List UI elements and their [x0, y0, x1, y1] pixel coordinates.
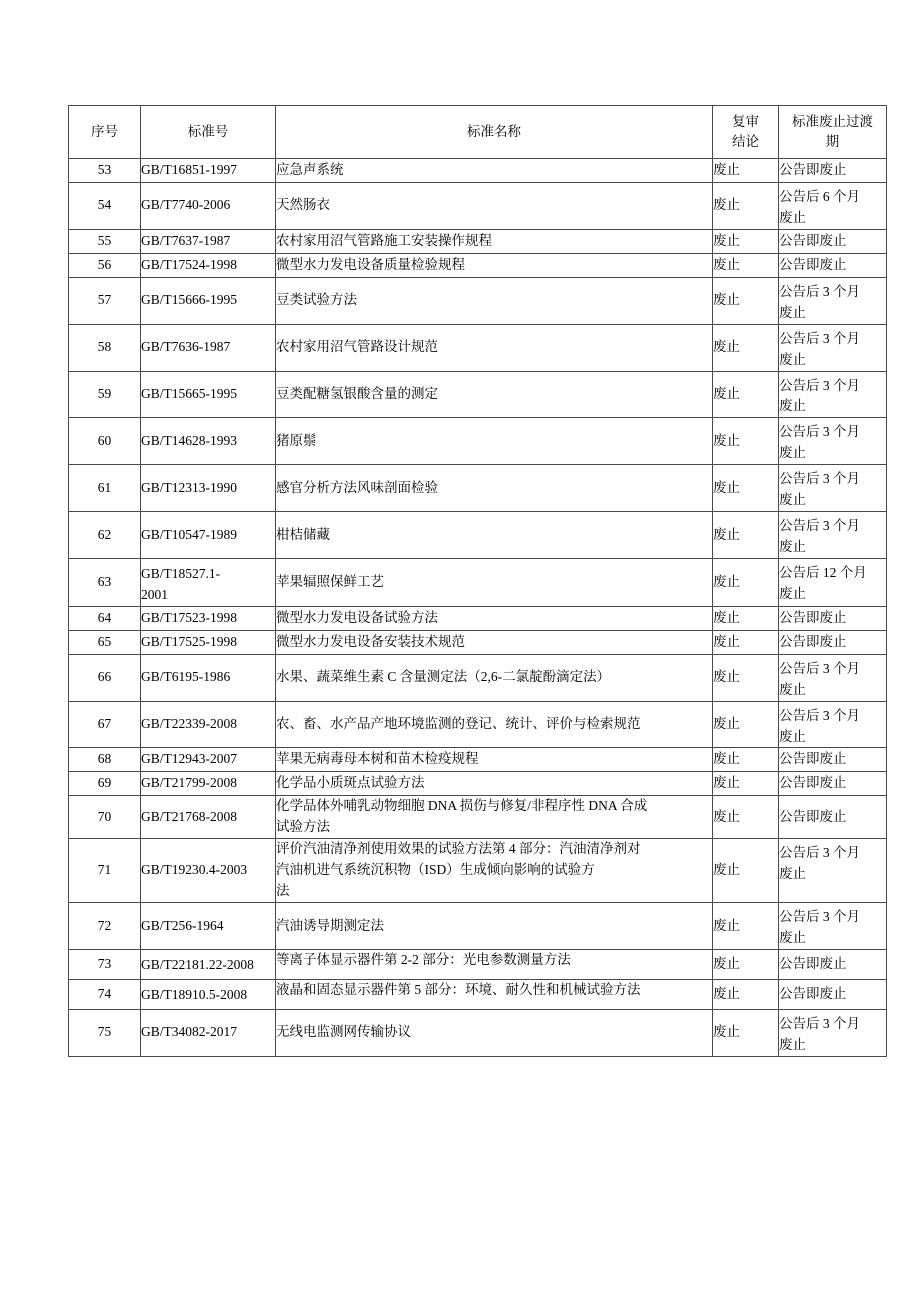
cell-sequence-number: 53: [69, 159, 141, 183]
standard-name-line: 等离子体显示器件第 2-2 部分：光电参数测量方法: [276, 951, 571, 967]
transition-period-line-2: 期: [825, 134, 840, 149]
standard-name-line: 农村家用沼气管路设计规范: [276, 339, 438, 355]
transition-period-line: 废止: [779, 209, 806, 225]
cell-standard-name: [276, 1009, 713, 1056]
table-row: [69, 159, 887, 183]
standard-number-line: GB/T12313-1990: [141, 479, 237, 495]
cell-review-conclusion: 废止: [713, 979, 779, 1009]
cell-sequence-number: 65: [69, 630, 141, 654]
standard-number-line: GB/T21799-2008: [141, 775, 237, 791]
transition-period-line-1: 标准废止过渡: [792, 113, 873, 129]
transition-period-line: 公告即废止: [779, 256, 847, 272]
table-row: [69, 748, 887, 772]
transition-period-line: 公告即废止: [779, 162, 847, 178]
table-row: [69, 512, 887, 559]
transition-period-line: 公告后 3 个月: [779, 518, 860, 534]
standard-number-line: GB/T12943-2007: [141, 751, 237, 767]
cell-standard-name: [276, 654, 713, 701]
cell-standard-name: [276, 839, 713, 903]
table-row: [69, 253, 887, 277]
cell-review-conclusion: 废止: [713, 772, 779, 796]
standard-name-line: 农村家用沼气管路施工安装操作规程: [276, 232, 492, 248]
cell-review-conclusion: 废止: [713, 324, 779, 371]
cell-sequence-number: 68: [69, 748, 141, 772]
standard-name-line: 评价汽油清净剂使用效果的试验方法第 4 部分：汽油清净剂对: [276, 841, 641, 857]
standard-name-line: 豆类试验方法: [276, 292, 357, 308]
cell-transition-period: [779, 371, 887, 418]
cell-standard-name: [276, 418, 713, 465]
transition-period-line: 废止: [779, 304, 806, 320]
transition-period-line: 公告即废止: [779, 609, 847, 625]
cell-standard-number: [141, 253, 276, 277]
transition-period-line: 废止: [779, 538, 806, 554]
cell-sequence-number: 74: [69, 979, 141, 1009]
standard-number-line: GB/T17525-1998: [141, 633, 237, 649]
cell-standard-name: [276, 371, 713, 418]
cell-standard-number: [141, 772, 276, 796]
transition-period-line: 公告即废止: [779, 232, 847, 248]
transition-period-line: 公告即废止: [779, 985, 847, 1001]
cell-standard-number: [141, 371, 276, 418]
standard-number-line: GB/T16851-1997: [141, 162, 237, 178]
cell-transition-period: [779, 159, 887, 183]
column-header-standard-no: 标准号: [141, 106, 276, 159]
cell-standard-number: [141, 748, 276, 772]
transition-period-line: 公告即废止: [779, 808, 847, 824]
cell-review-conclusion: 废止: [713, 253, 779, 277]
cell-standard-name: [276, 183, 713, 230]
cell-transition-period: [779, 796, 887, 839]
transition-period-line: 废止: [779, 351, 806, 367]
cell-review-conclusion: 废止: [713, 183, 779, 230]
cell-review-conclusion: 废止: [713, 159, 779, 183]
cell-review-conclusion: 废止: [713, 229, 779, 253]
standard-name-line: 豆类配糖氢银酸含量的测定: [276, 385, 438, 401]
standard-number-line: GB/T18527.1-: [141, 565, 221, 581]
cell-standard-number: [141, 903, 276, 950]
cell-standard-name: [276, 748, 713, 772]
cell-review-conclusion: 废止: [713, 796, 779, 839]
table-row: [69, 772, 887, 796]
standard-number-line: GB/T7637-1987: [141, 232, 231, 248]
standard-number-line: GB/T21768-2008: [141, 808, 237, 824]
cell-sequence-number: 69: [69, 772, 141, 796]
transition-period-line: 废止: [779, 445, 806, 461]
cell-standard-number: [141, 796, 276, 839]
cell-review-conclusion: 废止: [713, 630, 779, 654]
table-row: [69, 630, 887, 654]
standard-number-line: GB/T15665-1995: [141, 385, 237, 401]
cell-standard-name: [276, 159, 713, 183]
table-row: [69, 465, 887, 512]
standard-number-line: GB/T256-1964: [141, 917, 224, 933]
transition-period-line: 废止: [779, 585, 806, 601]
standard-name-line: 汽油机进气系统沉积物（ISD）生成倾向影响的试验方: [276, 862, 595, 878]
transition-period-line: 公告后 3 个月: [779, 1015, 860, 1031]
cell-standard-name: [276, 796, 713, 839]
standard-number-line: GB/T22181.22-2008: [141, 956, 254, 972]
cell-transition-period: [779, 183, 887, 230]
table-header-row: [69, 106, 887, 159]
table-row: [69, 606, 887, 630]
transition-period-line: 公告后 3 个月: [779, 330, 860, 346]
table-row: [69, 796, 887, 839]
cell-transition-period: [779, 606, 887, 630]
cell-sequence-number: 67: [69, 701, 141, 748]
column-header-seq: 序号: [69, 106, 141, 159]
cell-review-conclusion: 废止: [713, 512, 779, 559]
transition-period-line: 公告后 3 个月: [779, 283, 860, 299]
column-header-transition-period: [779, 106, 887, 159]
cell-transition-period: [779, 324, 887, 371]
cell-transition-period: [779, 512, 887, 559]
cell-transition-period: [779, 839, 887, 903]
standard-name-line: 化学品小质斑点试验方法: [276, 775, 425, 791]
transition-period-line: 废止: [779, 929, 806, 945]
cell-transition-period: [779, 654, 887, 701]
column-header-review-conclusion: [713, 106, 779, 159]
standard-name-line: 猪原鬃: [276, 432, 317, 448]
standard-name-line: 无线电监测网传输协议: [276, 1024, 411, 1040]
cell-sequence-number: 70: [69, 796, 141, 839]
standard-number-line: GB/T19230.4-2003: [141, 862, 248, 878]
table-row: [69, 229, 887, 253]
cell-transition-period: [779, 253, 887, 277]
transition-period-line: 公告后 3 个月: [779, 660, 860, 676]
standard-number-line: GB/T7636-1987: [141, 339, 231, 355]
standard-number-line: GB/T18910.5-2008: [141, 986, 248, 1002]
cell-review-conclusion: 废止: [713, 465, 779, 512]
cell-sequence-number: 64: [69, 606, 141, 630]
transition-period-line: 公告即废止: [779, 633, 847, 649]
table-row: [69, 277, 887, 324]
cell-transition-period: [779, 630, 887, 654]
transition-period-line: 公告后 3 个月: [779, 377, 860, 393]
cell-standard-name: [276, 253, 713, 277]
standard-name-line: 法: [276, 883, 290, 899]
cell-transition-period: [779, 418, 887, 465]
table-row: [69, 839, 887, 903]
standard-number-line: GB/T15666-1995: [141, 292, 237, 308]
cell-standard-number: [141, 183, 276, 230]
cell-transition-period: [779, 1009, 887, 1056]
cell-standard-name: [276, 606, 713, 630]
transition-period-line: 公告后 3 个月: [779, 707, 860, 723]
table-row: [69, 418, 887, 465]
cell-transition-period: [779, 701, 887, 748]
cell-sequence-number: 71: [69, 839, 141, 903]
cell-transition-period: [779, 277, 887, 324]
standard-name-line: 感官分析方法风味剖面检验: [276, 479, 438, 495]
cell-review-conclusion: 废止: [713, 701, 779, 748]
cell-review-conclusion: 废止: [713, 1009, 779, 1056]
standard-name-line: 苹果辐照保鲜工艺: [276, 573, 384, 589]
standard-number-line: GB/T14628-1993: [141, 432, 237, 448]
table-row: [69, 949, 887, 979]
cell-sequence-number: 55: [69, 229, 141, 253]
cell-transition-period: [779, 748, 887, 772]
cell-standard-number: [141, 701, 276, 748]
cell-standard-name: [276, 630, 713, 654]
standard-name-line: 农、畜、水产品产地环境监测的登记、统计、评价与检索规范: [276, 716, 641, 732]
table-row: [69, 324, 887, 371]
standard-name-line: 微型水力发电设备质量检验规程: [276, 256, 465, 272]
standard-number-line: GB/T17524-1998: [141, 256, 237, 272]
standard-number-line: GB/T6195-1986: [141, 669, 231, 685]
standard-name-line: 苹果无病毒母本树和苗木检疫规程: [276, 751, 479, 767]
table-row: [69, 654, 887, 701]
cell-sequence-number: 60: [69, 418, 141, 465]
standards-table-container: [68, 105, 886, 1057]
cell-sequence-number: 66: [69, 654, 141, 701]
cell-sequence-number: 58: [69, 324, 141, 371]
cell-review-conclusion: 废止: [713, 371, 779, 418]
standard-name-line: 天然肠衣: [276, 197, 330, 213]
table-row: [69, 371, 887, 418]
standard-name-line: 微型水力发电设备试验方法: [276, 609, 438, 625]
cell-sequence-number: 54: [69, 183, 141, 230]
cell-review-conclusion: 废止: [713, 606, 779, 630]
cell-standard-name: [276, 558, 713, 606]
transition-period-line: 公告即废止: [779, 775, 847, 791]
cell-standard-name: [276, 772, 713, 796]
transition-period-line: 公告后 12 个月: [779, 564, 867, 580]
cell-standard-number: [141, 277, 276, 324]
standard-name-line: 汽油诱导期测定法: [276, 917, 384, 933]
cell-standard-number: [141, 558, 276, 606]
cell-standard-number: [141, 229, 276, 253]
cell-standard-number: [141, 606, 276, 630]
cell-standard-number: [141, 418, 276, 465]
cell-standard-name: [276, 903, 713, 950]
cell-standard-name: [276, 229, 713, 253]
cell-standard-name: [276, 465, 713, 512]
cell-review-conclusion: 废止: [713, 277, 779, 324]
cell-transition-period: [779, 229, 887, 253]
cell-sequence-number: 75: [69, 1009, 141, 1056]
cell-review-conclusion: 废止: [713, 839, 779, 903]
cell-sequence-number: 62: [69, 512, 141, 559]
review-conclusion-line-2: 结论: [732, 134, 759, 149]
cell-standard-number: [141, 949, 276, 979]
cell-standard-number: [141, 1009, 276, 1056]
transition-period-line: 废止: [779, 866, 806, 882]
transition-period-line: 废止: [779, 398, 806, 414]
standard-name-line: 应急声系统: [276, 162, 344, 178]
transition-period-line: 公告即废止: [779, 751, 847, 767]
transition-period-line: 公告后 3 个月: [779, 909, 860, 925]
standard-number-line: GB/T17523-1998: [141, 609, 237, 625]
standard-number-line: GB/T7740-2006: [141, 197, 231, 213]
standard-name-line: 微型水力发电设备安装技术规范: [276, 633, 465, 649]
cell-standard-name: [276, 324, 713, 371]
cell-transition-period: [779, 465, 887, 512]
cell-transition-period: [779, 949, 887, 979]
table-row: [69, 701, 887, 748]
cell-standard-name: [276, 949, 713, 979]
cell-review-conclusion: 废止: [713, 418, 779, 465]
cell-transition-period: [779, 772, 887, 796]
cell-sequence-number: 59: [69, 371, 141, 418]
table-row: [69, 979, 887, 1009]
standard-number-line: GB/T10547-1989: [141, 526, 237, 542]
cell-standard-number: [141, 512, 276, 559]
cell-standard-number: [141, 979, 276, 1009]
table-row: [69, 903, 887, 950]
cell-sequence-number: 56: [69, 253, 141, 277]
standard-name-line: 柑桔储藏: [276, 526, 330, 542]
cell-review-conclusion: 废止: [713, 949, 779, 979]
cell-review-conclusion: 废止: [713, 654, 779, 701]
cell-standard-number: [141, 159, 276, 183]
review-conclusion-line-1: 复审: [732, 113, 759, 129]
transition-period-line: 公告后 3 个月: [779, 845, 860, 861]
transition-period-line: 公告后 3 个月: [779, 471, 860, 487]
standard-name-line: 液晶和固态显示器件第 5 部分：环境、耐久性和机械试验方法: [276, 981, 641, 997]
transition-period-line: 废止: [779, 1036, 806, 1052]
table-row: [69, 558, 887, 606]
cell-standard-name: [276, 512, 713, 559]
table-row: [69, 183, 887, 230]
cell-standard-number: [141, 465, 276, 512]
transition-period-line: 废止: [779, 681, 806, 697]
table-header: [69, 106, 887, 159]
standard-number-line: 2001: [141, 586, 168, 602]
cell-standard-number: [141, 839, 276, 903]
cell-standard-name: [276, 701, 713, 748]
cell-sequence-number: 63: [69, 558, 141, 606]
cell-standard-name: [276, 277, 713, 324]
cell-review-conclusion: 废止: [713, 748, 779, 772]
cell-review-conclusion: 废止: [713, 903, 779, 950]
standard-number-line: GB/T22339-2008: [141, 716, 237, 732]
cell-transition-period: [779, 979, 887, 1009]
transition-period-line: 废止: [779, 492, 806, 508]
column-header-standard-name: 标准名称: [276, 106, 713, 159]
table-body: [69, 159, 887, 1057]
standard-name-line: 水果、蔬菜维生素 C 含量测定法（2,6-二氯靛酚滴定法）: [276, 669, 611, 685]
cell-standard-name: [276, 979, 713, 1009]
cell-transition-period: [779, 903, 887, 950]
cell-sequence-number: 57: [69, 277, 141, 324]
cell-sequence-number: 72: [69, 903, 141, 950]
table-row: [69, 1009, 887, 1056]
transition-period-line: 废止: [779, 728, 806, 744]
cell-standard-number: [141, 630, 276, 654]
cell-standard-number: [141, 324, 276, 371]
standard-name-line: 试验方法: [276, 819, 330, 835]
standard-name-line: 化学品体外哺乳动物细胞 DNA 损伤与修复/非程序性 DNA 合成: [276, 798, 648, 814]
cell-standard-number: [141, 654, 276, 701]
transition-period-line: 公告后 3 个月: [779, 424, 860, 440]
cell-transition-period: [779, 558, 887, 606]
standard-number-line: GB/T34082-2017: [141, 1024, 237, 1040]
standards-abolition-table: [68, 105, 887, 1057]
cell-review-conclusion: 废止: [713, 558, 779, 606]
transition-period-line: 公告即废止: [779, 955, 847, 971]
transition-period-line: 公告后 6 个月: [779, 189, 860, 204]
cell-sequence-number: 61: [69, 465, 141, 512]
cell-sequence-number: 73: [69, 949, 141, 979]
